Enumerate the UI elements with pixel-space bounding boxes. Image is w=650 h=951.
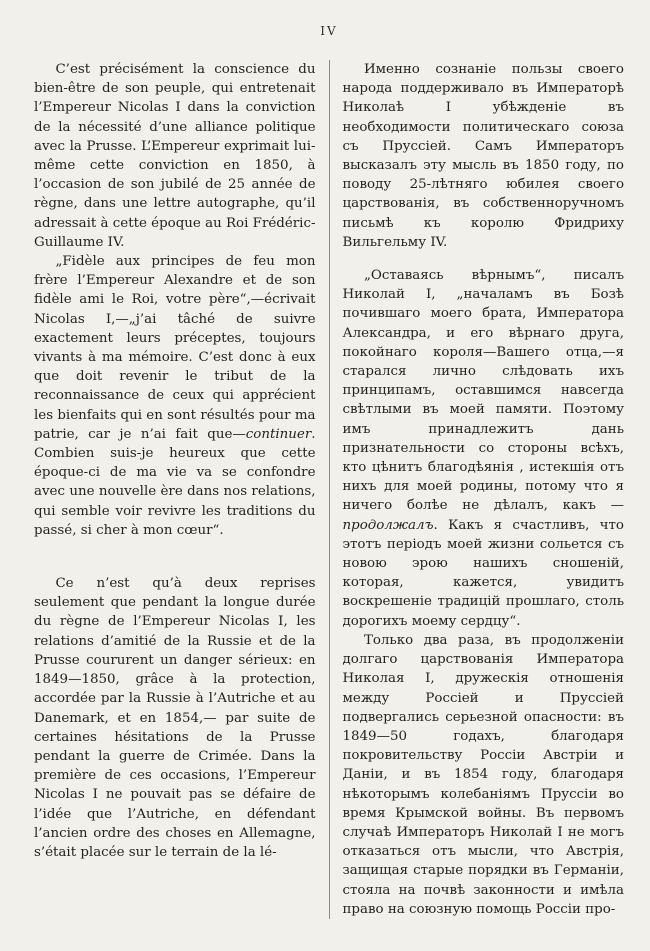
body-text: Именно сознаніе пользы своего народа поддерживало въ Императорѣ Николаѣ I убѣжденіе въ необходимости политическаго союза съ Пруссіей. Самъ Императоръ высказалъ эту мысль въ 1850 году, по поводу 25-лѣтняго юбилея своего царствованія, въ собственноручномъ письмѣ къ королю Фридриху Вильгельму IV. [342,62,624,250]
body-text: . Какъ я счастливъ, что этотъ періодъ моей жизни сольется съ новою эрою нашихъ сношеній, которая, кажется, увидитъ воскрешеніе традицій прошлаго, столь дорогихъ моему сердцу“. [342,517,624,629]
emphasized-text: продолжалъ [342,517,434,533]
paragraph [34,574,316,862]
paragraph [34,252,316,540]
column-divider [329,60,330,919]
paragraph [343,631,625,919]
emphasized-text: continuer [245,426,312,442]
body-text: Ce n’est qu’à deux reprises seulement que pendant la longue durée du règne de l’Empereur Nicolas I, les relations d’amitié de la Russie et de la Prusse coururent un danger sérieux: en 1849—1850, grâce à la protection, accordée par la Russie à l’Autriche et au Danemark, et en 1854,— par suite de certaines hésitations de la Prusse pendant la guerre de Crimée. Dans la première de ces occasions, l’Empereur Nicolas I ne pouvait pas se défaire de l’idée que l’Autriche, en défendant l’ancien ordre des choses en Allemagne, s’était placée sur le terrain de la lé- [34,576,316,860]
page-number: IV [320,24,338,38]
body-text: „Оставаясь вѣрнымъ“, писалъ Николай I, „началамъ въ Бозѣ почившаго моего брата, Императора Александра, и его вѣрнаго друга, покойнаго короля—Вашего отца,—я старался лично слѣдовать ихъ принципамъ, оставшимся навсегда свѣтлыми въ моей памяти. Поэтому имъ принадлежитъ дань признательности со стороны всѣхъ, кто цѣнитъ благодѣянія , истекшія отъ нихъ для моей родины, потому что я ничего болѣе не дѣлалъ, какъ — [342,268,624,514]
french-column [34,60,316,919]
body-text: . Combien suis-je heureux que cette époque-ci de ma vie va se confondre avec une nouvelle ère dans nos relations, qui semble voir revivre les traditions du passé, si cher à mon cœur“. [34,426,316,538]
body-text: Только два раза, въ продолженіи долгаго царствованія Императора Николая I, дружескія отношенія между Россіей и Пруссіей подвергались серьезной опасности: въ 1849—50 годахъ, благодаря покровительству Россіи Австріи и Даніи, и въ 1854 году, благодаря нѣкоторымъ колебаніямъ Пруссіи во время Крымской войны. Въ первомъ случаѣ Императоръ Николай I не могъ отказаться отъ мысли, что Австрія, защищая старые порядки въ Германіи, стояла на почвѣ законности и имѣла право на союзную помощь Россіи про- [342,632,624,917]
paragraph [343,266,625,631]
paragraph [343,60,625,252]
paragraph [34,60,316,252]
two-column-text [34,60,624,919]
body-text: „Fidèle aux principes de feu mon frère l’Empereur Alexandre et de son fidèle ami le Roi, votre père“,—écrivait Nicolas I,—„j’ai tâché de suivre exactement leurs préceptes, toujours vivants à ma mémoire. C’est donc à eux que doit revenir le tribut de la reconnaissance de ceux qui apprécient les bienfaits qui en sont résultés pour ma patrie, car je n’ai fait que— [34,254,316,442]
body-text: C’est précisément la conscience du bien-être de son peuple, qui entretenait l’Empereur Nicolas I dans la conviction de la nécessité d’une alliance politique avec la Prusse. L’Empereur exprimait lui-même cette conviction en 1850, à l’occasion de son jubilé de 25 année de règne, dans une lettre autographe, qu’il adressait à cette époque au Roi Frédéric-Guillaume IV. [34,62,316,250]
russian-column [343,60,625,919]
